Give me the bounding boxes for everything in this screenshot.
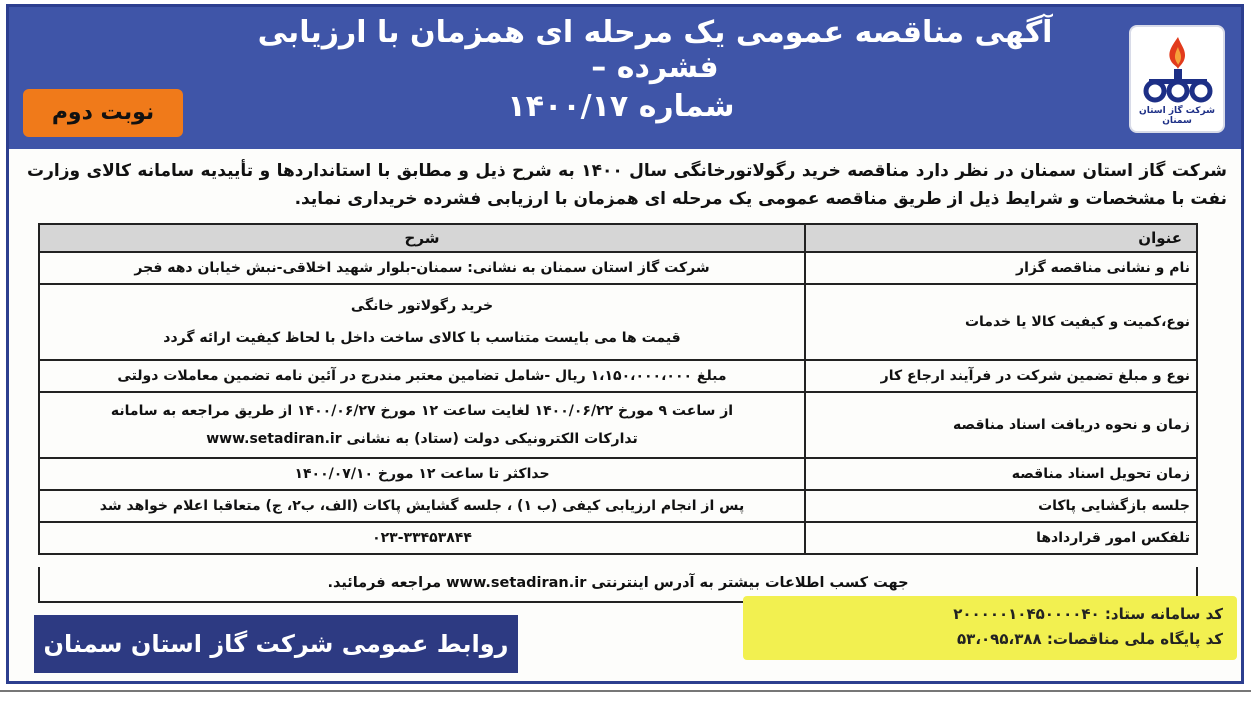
national-code-label: کد پایگاه ملی مناقصات:	[1046, 630, 1223, 648]
table-row	[39, 252, 1197, 284]
row-value-text: پس از انجام ارزیابی کیفی (ب ۱) ، جلسه گشایش پاکات (الف، ب۲، ج) متعاقبا اعلام خواهد شد	[99, 498, 745, 514]
row-label: نام و نشانی مناقصه گزار	[805, 252, 1197, 284]
setad-code-value: ۲۰۰۰۰۰۱۰۴۵۰۰۰۰۴۰	[953, 605, 1100, 623]
table-row	[39, 360, 1197, 392]
divider	[0, 690, 1251, 692]
national-code-value: ۵۳،۰۹۵،۳۸۸	[957, 630, 1042, 648]
row-value-text: خرید رگولاتور خانگی	[350, 298, 494, 314]
setad-code-line	[757, 602, 1223, 627]
table-row	[39, 522, 1197, 554]
row-value	[39, 458, 805, 490]
table-header-row	[39, 224, 1197, 252]
header-title-cell: عنوان	[805, 224, 1197, 252]
table-row	[39, 458, 1197, 490]
table-row	[39, 490, 1197, 522]
row-value-text-2: تدارکات الکترونیکی دولت (ستاد) به نشانی www.setadiran.ir	[206, 431, 638, 447]
row-value	[39, 522, 805, 554]
row-label: جلسه بازگشایی پاکات	[805, 490, 1197, 522]
row-value	[39, 252, 805, 284]
company-logo	[1129, 25, 1225, 133]
row-label: زمان تحویل اسناد مناقصه	[805, 458, 1197, 490]
round-badge: نوبت دوم	[23, 89, 183, 137]
row-value	[39, 360, 805, 392]
logo-caption: شرکت گاز استان سمنان	[1139, 106, 1215, 126]
row-value-text: شرکت گاز استان سمنان به نشانی: سمنان-بلوار شهید اخلاقی-نبش خیابان دهه فجر	[134, 260, 710, 276]
ad-title: آگهی مناقصه عمومی یک مرحله ای همزمان با ارزیابی فشرده –	[257, 15, 1053, 85]
table-row	[39, 392, 1197, 458]
gas-flame-icon	[1141, 33, 1215, 107]
row-value	[39, 490, 805, 522]
row-value	[39, 392, 805, 458]
codes-box	[743, 596, 1237, 660]
tender-number: شماره ۱۴۰۰/۱۷	[507, 89, 735, 124]
ad-header	[9, 7, 1241, 149]
table-row	[39, 284, 1197, 360]
setad-code-label: کد سامانه ستاد:	[1104, 605, 1223, 623]
row-value	[39, 284, 805, 360]
national-code-line	[757, 627, 1223, 652]
tender-details-table	[38, 223, 1198, 555]
row-value-text: از ساعت ۹ مورخ ۱۴۰۰/۰۶/۲۲ لغایت ساعت ۱۲ مورخ ۱۴۰۰/۰۶/۲۷ از طریق مراجعه به سامانه	[110, 403, 734, 419]
intro-paragraph: شرکت گاز استان سمنان در نظر دارد مناقصه خرید رگولاتورخانگی سال ۱۴۰۰ به شرح ذیل و مطابق با استانداردها و تأییدیه سامانه کالای وزارت نفت با مشخصات و شرایط ذیل از طریق مناقصه عمومی یک مرحله ای همزمان با ارزیابی فشرده خریداری نماید.	[27, 161, 1227, 209]
public-relations-signature: روابط عمومی شرکت گاز استان سمنان	[34, 615, 518, 673]
row-label: تلفکس امور قراردادها	[805, 522, 1197, 554]
row-value-text: ۰۲۳-۳۳۴۵۳۸۴۴	[372, 530, 472, 546]
row-value-text: مبلغ ۱،۱۵۰،۰۰۰،۰۰۰ ریال -شامل تضامین معتبر مندرج در آئین نامه تضمین معاملات دولتی	[117, 368, 727, 384]
row-label: نوع،کمیت و کیفیت کالا یا خدمات	[805, 284, 1197, 360]
row-value-text-2: قیمت ها می بایست متناسب با کالای ساخت داخل با لحاظ کیفیت ارائه گردد	[163, 330, 681, 346]
header-description-cell: شرح	[39, 224, 805, 252]
row-value-text: حداکثر تا ساعت ۱۲ مورخ ۱۴۰۰/۰۷/۱۰	[294, 466, 550, 482]
more-info-line: جهت کسب اطلاعات بیشتر به آدرس اینترنتی www.setadiran.ir مراجعه فرمائید.	[38, 567, 1198, 603]
row-label: زمان و نحوه دریافت اسناد مناقصه	[805, 392, 1197, 458]
row-label: نوع و مبلغ تضمین شرکت در فرآیند ارجاع کار	[805, 360, 1197, 392]
